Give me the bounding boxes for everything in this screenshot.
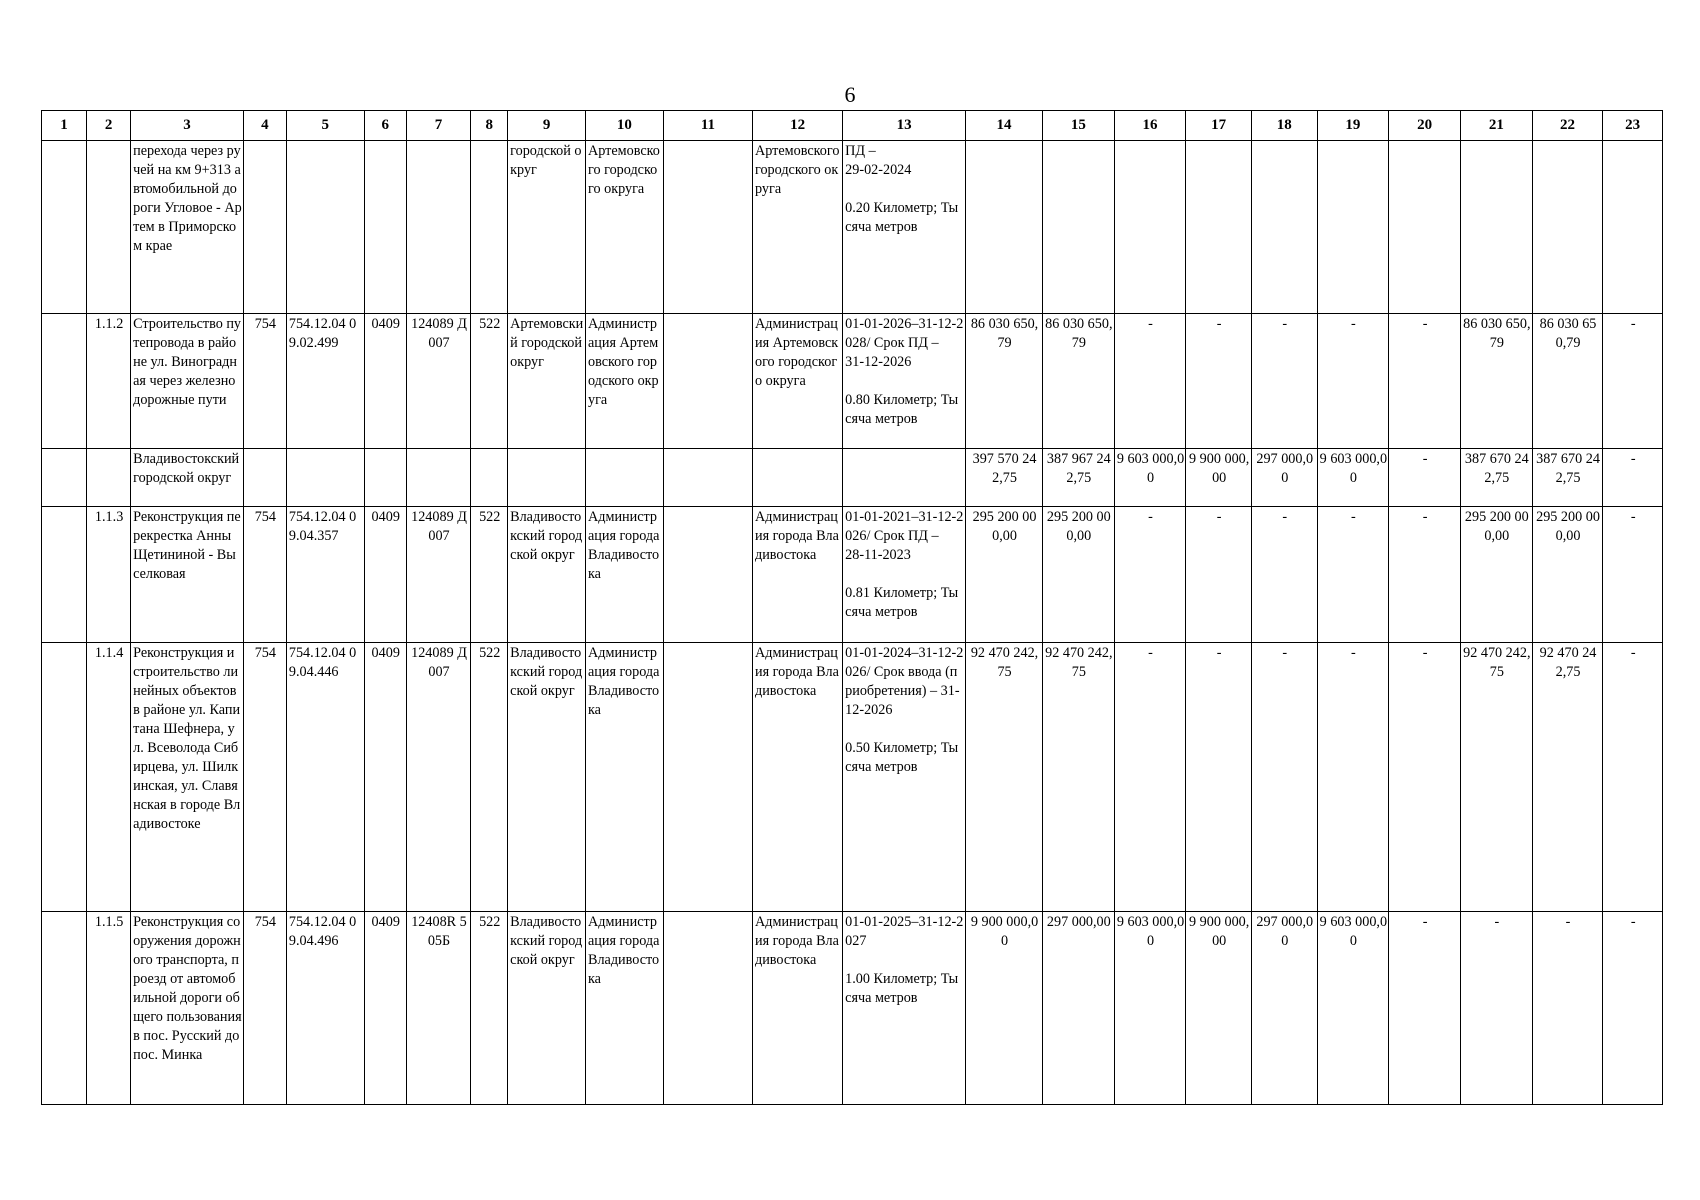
table-cell: 1.1.2 [87, 314, 131, 449]
table-cell: - [1114, 314, 1186, 449]
budget-table [41, 110, 1663, 1105]
table-cell: 9 900 000,00 [1186, 449, 1252, 507]
table-cell [42, 643, 87, 912]
column-header: 22 [1532, 111, 1603, 141]
table-cell [586, 449, 664, 507]
column-header: 4 [243, 111, 286, 141]
table-cell: 92 470 242,75 [1532, 643, 1603, 912]
table-cell [42, 449, 87, 507]
table-row [42, 449, 1663, 507]
table-cell: 124089 Д007 [406, 314, 471, 449]
table-cell: 92 470 242,75 [1460, 643, 1532, 912]
table-cell: 01-01-2024–31-12-2026/ Срок ввода (приобретения) – 31-12-2026 0.50 Километр; Тысяча метров [843, 643, 966, 912]
table-cell: 86 030 650,79 [1042, 314, 1114, 449]
table-cell: 387 670 242,75 [1460, 449, 1532, 507]
column-header: 3 [131, 111, 244, 141]
table-cell [471, 449, 508, 507]
table-cell: 01-01-2026–31-12-2028/ Срок ПД – 31-12-2026 0.80 Километр; Тысяча метров [843, 314, 966, 449]
table-cell: - [1317, 507, 1389, 643]
column-header: 6 [364, 111, 406, 141]
table-cell: Реконструкция сооружения дорожного транспорта, проезд от автомобильной дороги общего пользования в пос. Русский до пос. Минка [131, 912, 244, 1105]
table-cell: - [1389, 449, 1461, 507]
table-cell: - [1186, 314, 1252, 449]
table-row [42, 314, 1663, 449]
table-cell [42, 141, 87, 314]
header-row [42, 111, 1663, 141]
table-cell: 754 [243, 314, 286, 449]
table-cell: - [1532, 912, 1603, 1105]
table-cell [243, 449, 286, 507]
table-cell: 387 670 242,75 [1532, 449, 1603, 507]
table-cell: - [1251, 507, 1317, 643]
table-cell: Администрация города Владивостока [586, 912, 664, 1105]
column-header: 1 [42, 111, 87, 141]
table-cell: - [1114, 507, 1186, 643]
table-cell [663, 449, 752, 507]
table-cell: - [1603, 507, 1663, 643]
table-cell [753, 449, 843, 507]
table-cell [42, 314, 87, 449]
table-cell [663, 912, 752, 1105]
table-cell: Администрация города Владивостока [586, 643, 664, 912]
column-header: 18 [1251, 111, 1317, 141]
table-cell: - [1389, 643, 1461, 912]
table-row [42, 643, 1663, 912]
table-cell: 9 603 000,00 [1317, 449, 1389, 507]
table-cell: 1.1.3 [87, 507, 131, 643]
table-cell: 295 200 000,00 [966, 507, 1043, 643]
table-row [42, 912, 1663, 1105]
column-header: 7 [406, 111, 471, 141]
column-header: 13 [843, 111, 966, 141]
table-cell: - [1603, 643, 1663, 912]
table-cell: 754.12.04 09.04.446 [286, 643, 364, 912]
table-cell: 754.12.04 09.04.496 [286, 912, 364, 1105]
table-cell [87, 141, 131, 314]
table-cell [663, 507, 752, 643]
table-cell: 387 967 242,75 [1042, 449, 1114, 507]
table-cell: 86 030 650,79 [966, 314, 1043, 449]
table-cell: Администрация города Владивостока [753, 507, 843, 643]
table-cell: 9 900 000,00 [1186, 912, 1252, 1105]
table-cell: 124089 Д007 [406, 643, 471, 912]
table-cell: ПД – 29-02-2024 0.20 Километр; Тысяча метров [843, 141, 966, 314]
table-cell: 01-01-2021–31-12-2026/ Срок ПД – 28-11-2023 0.81 Километр; Тысяча метров [843, 507, 966, 643]
table-cell [42, 912, 87, 1105]
table-cell: 01-01-2025–31-12-2027 1.00 Километр; Тысяча метров [843, 912, 966, 1105]
table-cell: - [1603, 314, 1663, 449]
table-cell: 297 000,00 [1251, 449, 1317, 507]
table-cell [406, 449, 471, 507]
table-cell: 0409 [364, 643, 406, 912]
table-cell: - [1389, 507, 1461, 643]
table-cell: 397 570 242,75 [966, 449, 1043, 507]
table-cell: 86 030 650,79 [1460, 314, 1532, 449]
table-cell: 9 603 000,00 [1317, 912, 1389, 1105]
table-cell: 86 030 650,79 [1532, 314, 1603, 449]
table-cell: Владивостокский городской округ [131, 449, 244, 507]
table-cell [471, 141, 508, 314]
table-cell: Администрация города Владивостока [586, 507, 664, 643]
table-cell [966, 141, 1043, 314]
table-cell: 12408R 505Б [406, 912, 471, 1105]
table-cell: 1.1.5 [87, 912, 131, 1105]
table-cell: 9 900 000,00 [966, 912, 1043, 1105]
table-cell: 297 000,00 [1251, 912, 1317, 1105]
table-cell: 92 470 242,75 [966, 643, 1043, 912]
table-cell: - [1317, 314, 1389, 449]
table-cell [663, 314, 752, 449]
table-cell [1603, 141, 1663, 314]
table-cell: 295 200 000,00 [1042, 507, 1114, 643]
table-cell [42, 507, 87, 643]
table-cell: Реконструкция и строительство линейных объектов в районе ул. Капитана Шефнера, ул. Всеволода Сибирцева, ул. Шилкинская, ул. Славянская в городе Владивостоке [131, 643, 244, 912]
column-header: 8 [471, 111, 508, 141]
table-cell: 1.1.4 [87, 643, 131, 912]
table-cell: 297 000,00 [1042, 912, 1114, 1105]
table-cell: 754 [243, 912, 286, 1105]
table-cell: 0409 [364, 314, 406, 449]
column-header: 12 [753, 111, 843, 141]
table-cell: 295 200 000,00 [1460, 507, 1532, 643]
table-cell [1532, 141, 1603, 314]
table-cell: 0409 [364, 912, 406, 1105]
table-cell: - [1460, 912, 1532, 1105]
table-cell: - [1603, 449, 1663, 507]
table-cell: 754.12.04 09.02.499 [286, 314, 364, 449]
table-cell [286, 141, 364, 314]
table-cell: 522 [471, 507, 508, 643]
table-cell: - [1251, 643, 1317, 912]
table-cell [663, 141, 752, 314]
table-cell: 9 603 000,00 [1114, 449, 1186, 507]
table-cell: 9 603 000,00 [1114, 912, 1186, 1105]
table-cell [286, 449, 364, 507]
table-cell [364, 449, 406, 507]
table-cell: Владивостокский городской округ [508, 912, 586, 1105]
table-cell: Администрация города Владивостока [753, 643, 843, 912]
column-header: 23 [1603, 111, 1663, 141]
table-cell [364, 141, 406, 314]
table-cell: - [1186, 507, 1252, 643]
table-cell: 295 200 000,00 [1532, 507, 1603, 643]
table-cell [1114, 141, 1186, 314]
table-cell [1460, 141, 1532, 314]
table-cell: 124089 Д007 [406, 507, 471, 643]
table-cell [663, 643, 752, 912]
table-cell [1317, 141, 1389, 314]
column-header: 16 [1114, 111, 1186, 141]
table-cell [1186, 141, 1252, 314]
column-header: 9 [508, 111, 586, 141]
table-row [42, 507, 1663, 643]
table-cell: - [1251, 314, 1317, 449]
column-header: 14 [966, 111, 1043, 141]
column-header: 11 [663, 111, 752, 141]
page-number: 6 [844, 82, 856, 107]
table-cell: - [1603, 912, 1663, 1105]
table-cell: - [1389, 912, 1461, 1105]
table-cell [1389, 141, 1461, 314]
table-cell: - [1389, 314, 1461, 449]
table-cell [243, 141, 286, 314]
table-cell: - [1114, 643, 1186, 912]
table-cell: Артемовского городского округа [753, 141, 843, 314]
column-header: 15 [1042, 111, 1114, 141]
table-cell [1042, 141, 1114, 314]
table-cell: 522 [471, 643, 508, 912]
table-cell: 522 [471, 314, 508, 449]
table-cell: Администрация Артемовского городского округа [753, 314, 843, 449]
table-cell: городской округ [508, 141, 586, 314]
table-cell: 92 470 242,75 [1042, 643, 1114, 912]
table-cell [1251, 141, 1317, 314]
table-cell: перехода через ручей на км 9+313 автомобильной дороги Угловое - Артем в Приморском крае [131, 141, 244, 314]
table-cell: Артемовский городской округ [508, 314, 586, 449]
table-cell: - [1317, 643, 1389, 912]
table-cell: 754.12.04 09.04.357 [286, 507, 364, 643]
table-cell [87, 449, 131, 507]
table-cell: Владивостокский городской округ [508, 507, 586, 643]
table-cell: Администрация Артемовского городского округа [586, 314, 664, 449]
table-cell: Реконструкция перекрестка Анны Щетининой - Выселковая [131, 507, 244, 643]
column-header: 19 [1317, 111, 1389, 141]
table-cell: Владивостокский городской округ [508, 643, 586, 912]
column-header: 5 [286, 111, 364, 141]
column-header: 10 [586, 111, 664, 141]
column-header: 21 [1460, 111, 1532, 141]
table-cell: - [1186, 643, 1252, 912]
table-cell [406, 141, 471, 314]
column-header: 2 [87, 111, 131, 141]
column-header: 20 [1389, 111, 1461, 141]
table-row [42, 141, 1663, 314]
table-cell: 0409 [364, 507, 406, 643]
table-cell: Артемовского городского округа [586, 141, 664, 314]
table-cell: 522 [471, 912, 508, 1105]
column-header: 17 [1186, 111, 1252, 141]
table-cell: 754 [243, 643, 286, 912]
table-cell: 754 [243, 507, 286, 643]
table-cell [508, 449, 586, 507]
table-cell: Строительство путепровода в районе ул. Виноградная через железнодорожные пути [131, 314, 244, 449]
table-cell: Администрация города Владивостока [753, 912, 843, 1105]
table-cell [843, 449, 966, 507]
